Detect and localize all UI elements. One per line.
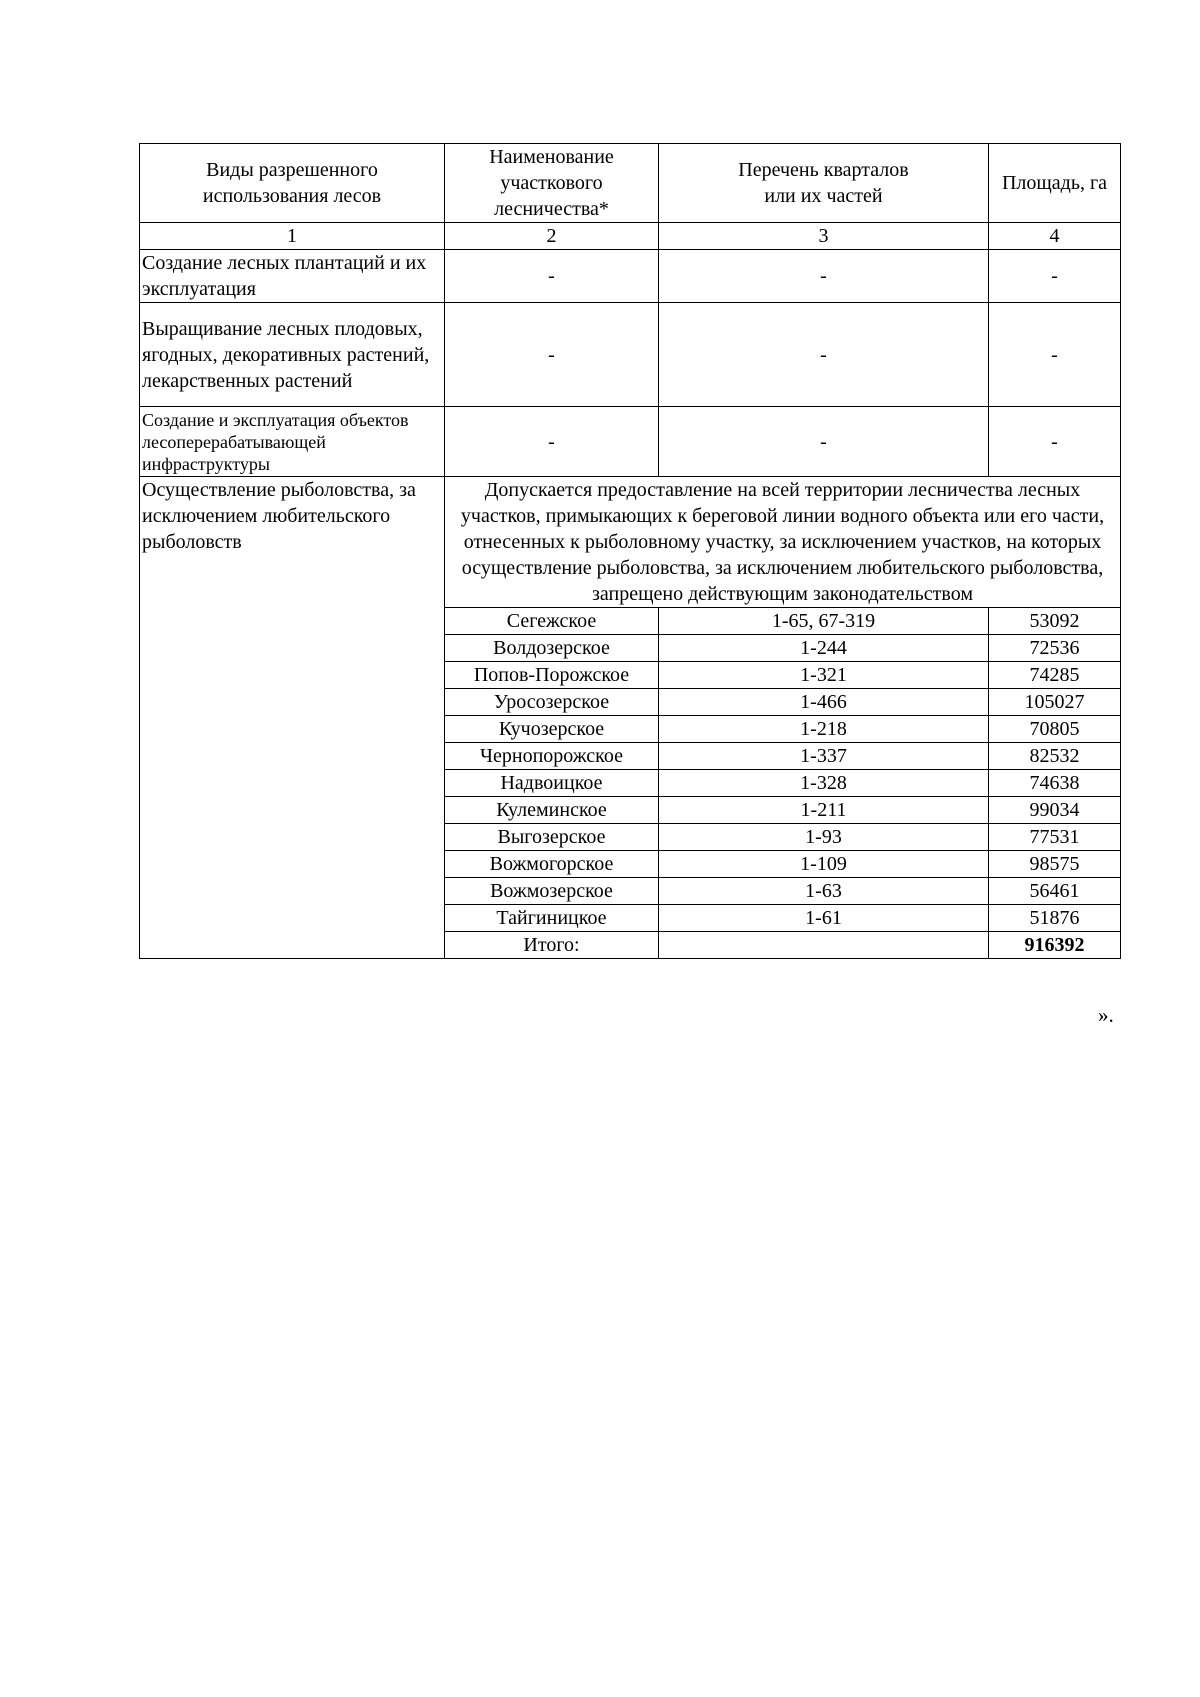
area-cell: 82532 — [989, 743, 1121, 770]
use-type-cell: Выращивание лесных плодовых, ягодных, декоративных растений, лекарственных растений — [140, 303, 445, 407]
quarters-cell: 1-109 — [659, 851, 989, 878]
forestry-cell: - — [445, 303, 659, 407]
quarters-cell: 1-93 — [659, 824, 989, 851]
area-cell: 74285 — [989, 662, 1121, 689]
quarters-cell: 1-244 — [659, 635, 989, 662]
area-cell: 53092 — [989, 608, 1121, 635]
column-number: 4 — [989, 223, 1121, 250]
table-row — [140, 407, 1121, 477]
table-row — [140, 303, 1121, 407]
forestry-cell: Уросозерское — [445, 689, 659, 716]
quarters-cell: 1-211 — [659, 797, 989, 824]
forestry-cell: Вожмозерское — [445, 878, 659, 905]
quarters-cell: 1-328 — [659, 770, 989, 797]
quarters-cell: 1-218 — [659, 716, 989, 743]
area-cell: 51876 — [989, 905, 1121, 932]
forestry-cell: Вожмогорское — [445, 851, 659, 878]
forestry-cell: - — [445, 407, 659, 477]
forestry-cell: Надвоицкое — [445, 770, 659, 797]
forestry-cell: Тайгиницкое — [445, 905, 659, 932]
forestry-cell: Кулеминское — [445, 797, 659, 824]
forestry-cell: Чернопорожское — [445, 743, 659, 770]
total-area: 916392 — [989, 932, 1121, 959]
forestry-cell: - — [445, 250, 659, 303]
forestry-cell: Выгозерское — [445, 824, 659, 851]
total-quarters — [659, 932, 989, 959]
quarters-cell: 1-61 — [659, 905, 989, 932]
header-quarters-list: Перечень кварталов или их частей — [659, 144, 989, 223]
quarters-cell: - — [659, 407, 989, 477]
fishing-use-type-cell: Осуществление рыболовства, за исключением любительского рыболовств — [140, 477, 445, 959]
use-type-cell: Создание и эксплуатация объектов лесоперерабатывающей инфраструктуры — [140, 407, 445, 477]
forestry-cell: Сегежское — [445, 608, 659, 635]
quarters-cell: 1-63 — [659, 878, 989, 905]
area-cell: 105027 — [989, 689, 1121, 716]
area-cell: - — [989, 250, 1121, 303]
forest-use-table — [139, 143, 1121, 959]
column-number-row — [140, 223, 1121, 250]
header-area: Площадь, га — [989, 144, 1121, 223]
forestry-cell: Попов-Порожское — [445, 662, 659, 689]
area-cell: 99034 — [989, 797, 1121, 824]
column-number: 3 — [659, 223, 989, 250]
area-cell: - — [989, 303, 1121, 407]
quarters-cell: 1-321 — [659, 662, 989, 689]
fishing-note-row — [140, 477, 1121, 608]
area-cell: - — [989, 407, 1121, 477]
quarters-cell: 1-337 — [659, 743, 989, 770]
header-forestry-name: Наименование участкового лесничества* — [445, 144, 659, 223]
area-cell: 70805 — [989, 716, 1121, 743]
header-use-type: Виды разрешенного использования лесов — [140, 144, 445, 223]
closing-quote-mark: ». — [1098, 1003, 1114, 1027]
total-label: Итого: — [445, 932, 659, 959]
area-cell: 77531 — [989, 824, 1121, 851]
quarters-cell: - — [659, 303, 989, 407]
area-cell: 98575 — [989, 851, 1121, 878]
use-type-cell: Создание лесных плантаций и их эксплуатация — [140, 250, 445, 303]
column-number: 2 — [445, 223, 659, 250]
column-number: 1 — [140, 223, 445, 250]
header-row — [140, 144, 1121, 223]
table-row — [140, 250, 1121, 303]
quarters-cell: 1-65, 67-319 — [659, 608, 989, 635]
quarters-cell: - — [659, 250, 989, 303]
fishing-note-cell: Допускается предоставление на всей территории лесничества лесных участков, примыкающих к береговой линии водного объекта или его части, отнесенных к рыболовному участку, за исключением участков, на которых осуществление рыболовства, за исключением любительского рыболовства, запрещено действующим законодательством — [445, 477, 1121, 608]
quarters-cell: 1-466 — [659, 689, 989, 716]
forestry-cell: Кучозерское — [445, 716, 659, 743]
area-cell: 74638 — [989, 770, 1121, 797]
area-cell: 72536 — [989, 635, 1121, 662]
area-cell: 56461 — [989, 878, 1121, 905]
forestry-cell: Волдозерское — [445, 635, 659, 662]
